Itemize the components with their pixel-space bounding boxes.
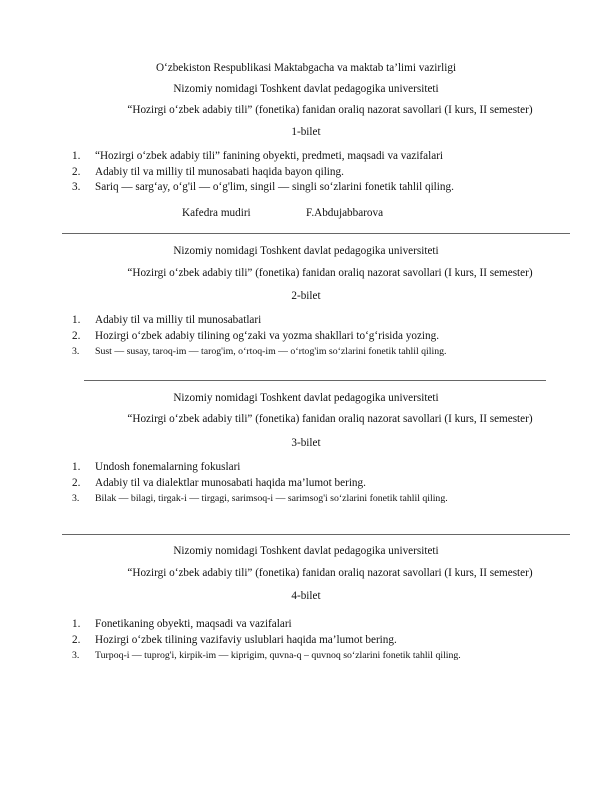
- signature-name: F.Abdujabbarova: [306, 207, 384, 219]
- question-item: 3. Turpoq-i — tuprog'i, kirpik-im — kiprigim, quvna-q – quvnoq so‘zlarini fonetik tahlil qiling.: [72, 650, 461, 661]
- question-item: 1. Adabiy til va milliy til munosabatlari: [72, 314, 262, 326]
- question-item: 2. Hozirgi o‘zbek tilining vazifaviy uslublari haqida ma’lumot bering.: [72, 633, 397, 646]
- question-item: 3. Bilak — bilagi, tirgak-i — tirgagi, sarimsoq-i — sarimsog'i so‘zlarini fonetik tahlil qiling.: [72, 493, 448, 504]
- question-item: 2. Adabiy til va dialektlar munosabati haqida ma’lumot bering.: [72, 476, 366, 489]
- divider-line: [62, 233, 570, 234]
- course-title-1: “Hozirgi o‘zbek adabiy tili” (fonetika) fanidan oraliq nazorat savollari (I kurs, II semester): [127, 104, 533, 116]
- divider-line: [62, 534, 570, 535]
- course-title-2: “Hozirgi o‘zbek adabiy tili” (fonetika) fanidan oraliq nazorat savollari (I kurs, II semester): [127, 267, 533, 279]
- question-list-3: [72, 460, 448, 507]
- university-title-4: Nizomiy nomidagi Toshkent davlat pedagogika universiteti: [173, 545, 439, 557]
- question-item: 3. Sariq — sarg‘ay, o‘g'il — o‘g'lim, singil — singli so‘zlarini fonetik tahlil qiling.: [72, 181, 454, 193]
- ticket-label-4: 4-bilet: [291, 590, 321, 602]
- question-list-4: [72, 617, 461, 664]
- question-item: 1. “Hozirgi o‘zbek adabiy tili” fanining obyekti, predmeti, maqsadi va vazifalari: [72, 150, 444, 162]
- question-item: 1. Undosh fonemalarning fokuslari: [72, 461, 241, 473]
- course-title-4: “Hozirgi o‘zbek adabiy tili” (fonetika) fanidan oraliq nazorat savollari (I kurs, II semester): [127, 567, 533, 579]
- ticket-label-2: 2-bilet: [291, 290, 321, 302]
- question-item: 2. Hozirgi o‘zbek adabiy tilining og‘zaki va yozma shakllari to‘g‘risida yozing.: [72, 329, 440, 342]
- question-list-1: [72, 149, 454, 196]
- university-title-2: Nizomiy nomidagi Toshkent davlat pedagogika universiteti: [173, 245, 439, 257]
- university-title-1: Nizomiy nomidagi Toshkent davlat pedagogika universiteti: [173, 83, 439, 95]
- question-item: 2. Adabiy til va milliy til munosabati haqida bayon qiling.: [72, 165, 344, 178]
- divider-line: [84, 380, 546, 381]
- ticket-label-1: 1-bilet: [291, 126, 321, 138]
- university-title-3: Nizomiy nomidagi Toshkent davlat pedagogika universiteti: [173, 392, 439, 404]
- signature-role: Kafedra mudiri: [182, 207, 251, 219]
- ministry-title: O‘zbekiston Respublikasi Maktabgacha va maktab ta’limi vazirligi: [155, 62, 457, 74]
- ticket-label-3: 3-bilet: [291, 437, 321, 449]
- course-title-3: “Hozirgi o‘zbek adabiy tili” (fonetika) fanidan oraliq nazorat savollari (I kurs, II semester): [127, 413, 533, 425]
- question-item: 1. Fonetikaning obyekti, maqsadi va vazifalari: [72, 618, 292, 630]
- question-item: 3. Sust — susay, taroq-im — tarog'im, o‘rtoq-im — o‘rtog'im so‘zlarini fonetik tahlil qiling.: [72, 346, 447, 357]
- question-list-2: [72, 313, 446, 360]
